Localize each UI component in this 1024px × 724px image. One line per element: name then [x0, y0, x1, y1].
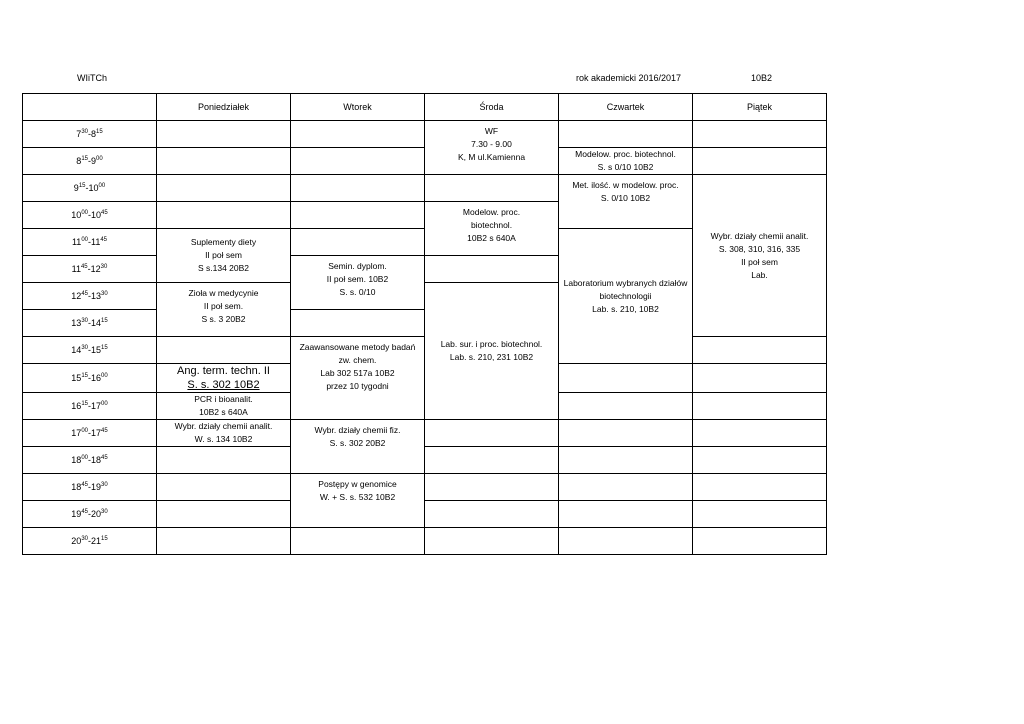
slot-end-hour: 10: [88, 182, 99, 193]
slot-end-hour: 15: [91, 344, 102, 355]
slot-end-minute: 15: [101, 344, 108, 351]
class-line: Lab. sur. i proc. biotechnol.: [440, 339, 543, 349]
empty-cell: [693, 420, 827, 447]
empty-cell: [559, 447, 693, 474]
slot-end-minute: 00: [101, 372, 108, 379]
empty-cell: [291, 175, 425, 202]
empty-cell: [425, 175, 559, 202]
slot-end-minute: 00: [101, 400, 108, 407]
class-line: Zioła w medycynie: [188, 288, 259, 298]
time-slot-label: [23, 229, 157, 256]
slot-separator: -: [88, 372, 91, 383]
time-slot-label: [23, 256, 157, 283]
empty-cell: [425, 256, 559, 283]
slot-start-hour: 10: [71, 209, 82, 220]
class-line: Modelow. proc. biotechnol.: [575, 149, 676, 159]
empty-cell: [693, 393, 827, 420]
class-ang-term-techn: [157, 364, 291, 393]
empty-cell: [425, 501, 559, 528]
class-modelow-proc-biotechnol-seminar: [559, 148, 693, 175]
slot-end-hour: 18: [91, 454, 102, 465]
class-line: W. + S. s. 532 10B2: [319, 492, 396, 502]
class-zaawansowane-metody-badan: [291, 337, 425, 420]
class-line: Lab.: [751, 269, 768, 280]
time-row: [23, 528, 827, 555]
slot-end-hour: 11: [91, 236, 101, 247]
slot-end-hour: 13: [91, 290, 102, 301]
day-header-thursday: Czwartek: [559, 94, 693, 121]
class-line: Wybr. działy chemii analit.: [174, 421, 273, 431]
class-line: S s. 3 20B2: [201, 314, 246, 324]
slot-start-minute: 15: [81, 400, 88, 407]
slot-start-minute: 00: [81, 454, 88, 461]
class-line: S s.134 20B2: [197, 263, 250, 273]
time-slot-label: [23, 283, 157, 310]
slot-end-minute: 45: [101, 209, 108, 216]
empty-cell: [559, 393, 693, 420]
class-lab-sur-proc-biotechnol: [425, 283, 559, 420]
slot-start-minute: 45: [81, 481, 88, 488]
class-line: Wybr. działy chemii analit.: [710, 230, 809, 241]
class-line: II poł sem: [741, 256, 778, 267]
class-line: WF: [484, 126, 499, 136]
slot-end-hour: 10: [91, 209, 102, 220]
time-slot-label: [23, 501, 157, 528]
time-row: [23, 501, 827, 528]
slot-separator: -: [88, 128, 91, 139]
slot-end-minute: 45: [101, 427, 108, 434]
faculty-label: WIiTCh: [77, 73, 107, 83]
slot-start-minute: 00: [81, 209, 88, 216]
class-line: S. 0/10 10B2: [600, 193, 651, 203]
class-line: S. s 0/10 10B2: [597, 162, 654, 172]
class-line: S. s. 0/10: [339, 287, 376, 297]
class-line: 10B2 s 640A: [467, 233, 516, 243]
empty-cell: [559, 501, 693, 528]
time-row: [23, 175, 827, 202]
empty-cell: [693, 364, 827, 393]
class-line: biotechnol.: [470, 220, 513, 230]
slot-start-minute: 15: [81, 372, 88, 379]
corner-cell: [23, 94, 157, 121]
slot-separator: -: [88, 454, 91, 465]
class-line: Wybr. działy chemii fiz.: [314, 425, 401, 435]
slot-start-hour: 16: [71, 400, 82, 411]
empty-cell: [157, 202, 291, 229]
slot-start-hour: 8: [76, 155, 82, 166]
empty-cell: [693, 501, 827, 528]
slot-end-hour: 14: [91, 317, 102, 328]
time-slot-label: [23, 310, 157, 337]
empty-cell: [291, 229, 425, 256]
slot-start-minute: 45: [81, 290, 88, 297]
class-line: Ang. term. techn. II: [177, 365, 270, 377]
slot-separator: -: [88, 290, 91, 301]
slot-start-hour: 15: [71, 372, 82, 383]
empty-cell: [291, 528, 425, 555]
header-row: [23, 94, 827, 121]
slot-end-hour: 20: [91, 508, 102, 519]
class-line: II poł sem: [205, 250, 242, 260]
class-line: 7.30 - 9.00: [471, 139, 512, 149]
class-line: S. s. 302 20B2: [329, 438, 386, 448]
slot-start-hour: 11: [71, 263, 81, 274]
empty-cell: [693, 447, 827, 474]
time-slot-label: [23, 528, 157, 555]
empty-cell: [157, 175, 291, 202]
empty-cell: [425, 447, 559, 474]
slot-separator: -: [88, 344, 91, 355]
slot-separator: -: [88, 236, 91, 247]
slot-end-minute: 45: [100, 236, 108, 243]
class-line: S. 308, 310, 316, 335: [718, 243, 801, 254]
time-slot-label: [23, 420, 157, 447]
slot-end-minute: 15: [101, 317, 108, 324]
slot-start-minute: 45: [81, 508, 88, 515]
empty-cell: [559, 420, 693, 447]
class-line: Laboratorium wybranych działów: [563, 277, 688, 288]
empty-cell: [559, 474, 693, 501]
empty-cell: [291, 121, 425, 148]
slot-end-hour: 8: [91, 128, 97, 139]
slot-start-hour: 17: [71, 427, 82, 438]
time-slot-label: [23, 148, 157, 175]
class-line: przez 10 tygodni: [326, 381, 389, 391]
class-line: II poł sem. 10B2: [326, 274, 389, 284]
empty-cell: [291, 202, 425, 229]
class-wf: [425, 121, 559, 175]
slot-start-minute: 30: [81, 344, 88, 351]
empty-cell: [157, 528, 291, 555]
time-slot-label: [23, 337, 157, 364]
slot-end-minute: 00: [98, 182, 106, 189]
empty-cell: [559, 121, 693, 148]
slot-start-hour: 7: [76, 128, 82, 139]
time-slot-label: [23, 202, 157, 229]
class-wybr-dzialy-chemii-analit-lab: [693, 175, 827, 337]
slot-separator: -: [88, 508, 91, 519]
empty-cell: [291, 148, 425, 175]
slot-end-minute: 15: [96, 128, 103, 135]
slot-separator: -: [88, 400, 91, 411]
class-semin-dyplom: [291, 256, 425, 310]
class-line: biotechnologii: [599, 290, 652, 301]
empty-cell: [693, 121, 827, 148]
slot-end-minute: 30: [101, 481, 108, 488]
class-line: Postępy w genomice: [318, 479, 397, 489]
class-line: Zaawansowane metody badań: [299, 342, 416, 352]
time-row: [23, 474, 827, 501]
slot-start-hour: 14: [71, 344, 82, 355]
slot-start-hour: 19: [71, 508, 82, 519]
slot-separator: -: [88, 535, 91, 546]
empty-cell: [157, 121, 291, 148]
class-met-ilosc-modelow: [559, 175, 693, 229]
slot-separator: -: [85, 182, 89, 193]
empty-cell: [157, 501, 291, 528]
slot-end-hour: 17: [91, 400, 102, 411]
class-modelow-proc-biotechnol: [425, 202, 559, 256]
class-line: Lab 302 517a 10B2: [320, 368, 395, 378]
slot-end-minute: 30: [101, 508, 108, 515]
empty-cell: [157, 337, 291, 364]
slot-end-minute: 30: [101, 290, 108, 297]
slot-start-hour: 11: [71, 236, 82, 247]
class-laboratorium-biotechnologii: [559, 229, 693, 364]
slot-separator: -: [87, 263, 91, 274]
slot-start-minute: 00: [81, 427, 88, 434]
time-slot-label: [23, 474, 157, 501]
slot-end-hour: 12: [90, 263, 101, 274]
slot-separator: -: [88, 427, 91, 438]
empty-cell: [693, 337, 827, 364]
empty-cell: [693, 528, 827, 555]
class-line: Suplementy diety: [190, 237, 257, 247]
class-pcr-bioanalit: [157, 393, 291, 420]
empty-cell: [559, 528, 693, 555]
slot-start-minute: 30: [81, 317, 88, 324]
slot-end-minute: 15: [101, 535, 108, 542]
academic-year-label: rok akademicki 2016/2017: [576, 73, 682, 83]
empty-cell: [425, 528, 559, 555]
slot-separator: -: [88, 209, 91, 220]
time-slot-label: [23, 364, 157, 393]
empty-cell: [157, 447, 291, 474]
slot-end-hour: 16: [91, 372, 102, 383]
class-line: S. s. 302 10B2: [187, 379, 260, 391]
time-slot-label: [23, 393, 157, 420]
class-line: Lab. s. 210, 231 10B2: [449, 352, 534, 362]
class-line: K, M ul.Kamienna: [457, 152, 526, 162]
slot-end-hour: 19: [91, 481, 102, 492]
group-label: 10B2: [751, 73, 773, 83]
day-header-monday: Poniedziałek: [157, 94, 291, 121]
time-slot-label: [23, 447, 157, 474]
class-line: II poł sem.: [203, 301, 244, 311]
slot-end-hour: 21: [91, 535, 102, 546]
empty-cell: [693, 148, 827, 175]
class-line: Semin. dyplom.: [328, 261, 387, 271]
empty-cell: [157, 474, 291, 501]
class-line: Lab. s. 210, 10B2: [592, 303, 659, 314]
slot-start-minute: 30: [81, 128, 88, 135]
slot-end-minute: 00: [96, 155, 103, 162]
slot-end-minute: 45: [101, 454, 108, 461]
slot-start-minute: 00: [81, 236, 88, 243]
slot-end-hour: 9: [91, 155, 97, 166]
class-wybr-dzialy-chemii-analit: [157, 420, 291, 447]
timetable: [22, 93, 827, 555]
day-header-tuesday: Wtorek: [291, 94, 425, 121]
empty-cell: [693, 474, 827, 501]
day-header-friday: Piątek: [693, 94, 827, 121]
empty-cell: [425, 420, 559, 447]
time-row: [23, 420, 827, 447]
day-header-wednesday: Środa: [425, 94, 559, 121]
slot-end-minute: 30: [100, 263, 108, 270]
empty-cell: [291, 310, 425, 337]
class-line: 10B2 s 640A: [199, 407, 248, 417]
empty-cell: [425, 474, 559, 501]
empty-cell: [157, 148, 291, 175]
slot-start-minute: 45: [80, 263, 88, 270]
slot-separator: -: [88, 155, 91, 166]
slot-start-minute: 30: [81, 535, 88, 542]
empty-cell: [559, 364, 693, 393]
class-line: W. s. 134 10B2: [194, 434, 253, 444]
class-line: Modelow. proc.: [462, 207, 521, 217]
slot-separator: -: [88, 317, 91, 328]
time-row: [23, 447, 827, 474]
slot-start-minute: 15: [78, 182, 86, 189]
time-slot-label: [23, 175, 157, 202]
class-postepy-w-genomice: [291, 474, 425, 528]
class-wybr-dzialy-chemii-fiz: [291, 420, 425, 474]
time-slot-label: [23, 121, 157, 148]
slot-start-hour: 20: [71, 535, 82, 546]
slot-start-hour: 18: [71, 454, 82, 465]
class-line: zw. chem.: [338, 355, 377, 365]
class-ziola-w-medycynie: [157, 283, 291, 337]
slot-start-hour: 18: [71, 481, 82, 492]
class-line: PCR i bioanalit.: [194, 394, 253, 404]
slot-start-hour: 12: [71, 290, 82, 301]
slot-end-hour: 17: [91, 427, 102, 438]
slot-start-hour: 13: [71, 317, 82, 328]
slot-start-hour: 9: [73, 182, 79, 193]
slot-start-minute: 15: [81, 155, 88, 162]
slot-separator: -: [88, 481, 91, 492]
class-line: Met. ilość. w modelow. proc.: [572, 180, 679, 190]
time-row: [23, 121, 827, 148]
class-suplementy-diety: [157, 229, 291, 283]
